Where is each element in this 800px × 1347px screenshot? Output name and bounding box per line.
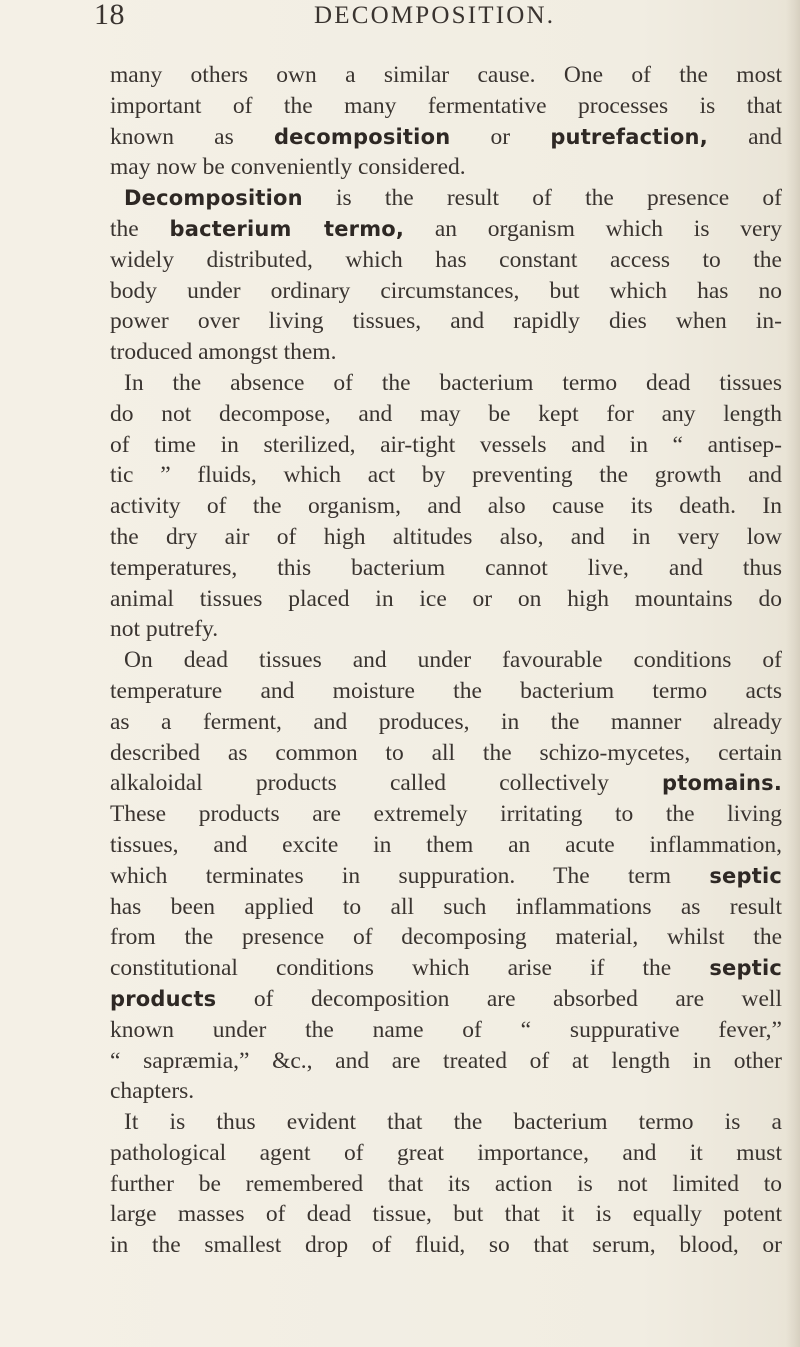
text-line <box>110 122 782 153</box>
bold-term: putrefaction, <box>550 124 708 149</box>
text-segment: important of the many fermentative processes is that <box>110 92 782 119</box>
text-line <box>110 491 782 522</box>
text-segment: many others own a similar cause. One of the most <box>110 62 782 88</box>
text-line <box>110 1076 782 1107</box>
text-line <box>110 922 782 953</box>
text-line <box>110 892 782 923</box>
text-segment: tic ” fluids, which act by preventing the growth and <box>110 462 782 489</box>
text-segment: temperatures, this bacterium cannot live, and thus <box>110 554 782 581</box>
text-line <box>110 799 782 830</box>
text-segment: an organism which is very <box>404 215 782 242</box>
text-line <box>110 152 782 183</box>
text-line <box>110 399 782 430</box>
text-line <box>110 553 782 584</box>
text-line <box>110 676 782 707</box>
text-line <box>110 183 782 214</box>
bold-term: Decomposition <box>124 186 303 211</box>
text-segment: power over living tissues, and rapidly dies when in- <box>110 308 782 335</box>
text-line <box>110 337 782 368</box>
text-segment: constitutional conditions which arise if the <box>110 955 710 982</box>
text-line <box>110 276 782 307</box>
text-line <box>110 1138 782 1169</box>
text-line <box>110 1230 782 1261</box>
text-segment: of time in sterilized, air-tight vessels and in “ antisep- <box>110 431 782 458</box>
text-segment: as a ferment, and produces, in the manner already <box>110 708 782 735</box>
text-segment: tissues, and excite in them an acute inflammation, <box>110 831 782 858</box>
text-segment: activity of the organism, and also cause its death. In <box>110 493 782 520</box>
bold-term: septic <box>709 956 782 981</box>
text-segment: the <box>110 215 170 242</box>
text-line <box>110 645 782 676</box>
text-line <box>110 830 782 861</box>
text-line <box>110 768 782 799</box>
text-segment: large masses of dead tissue, but that it is equally potent <box>110 1201 782 1228</box>
text-line <box>110 522 782 553</box>
text-line <box>110 306 782 337</box>
text-line <box>110 368 782 399</box>
text-line <box>110 430 782 461</box>
body-text <box>110 60 782 1261</box>
text-segment: in the smallest drop of fluid, so that serum, blood, or <box>110 1232 782 1259</box>
text-line <box>110 953 782 984</box>
bold-term: products <box>110 986 217 1011</box>
bold-term: bacterium termo, <box>169 216 405 241</box>
bold-term: decomposition <box>273 124 451 149</box>
text-line <box>110 1107 782 1138</box>
text-segment: not putrefy. <box>110 616 219 643</box>
text-segment: has been applied to all such inflammations as result <box>110 893 782 920</box>
text-line <box>110 738 782 769</box>
text-line <box>110 984 782 1015</box>
text-segment: which terminates in suppuration. The term <box>110 862 710 889</box>
text-line <box>110 245 782 276</box>
page-number: 18 <box>94 0 125 31</box>
text-segment: and <box>707 123 783 150</box>
text-line <box>110 60 782 91</box>
text-segment: further be remembered that its action is not limited to <box>110 1170 782 1197</box>
text-segment: or <box>450 123 551 150</box>
text-line <box>110 214 782 245</box>
text-segment: pathological agent of great importance, and it must <box>110 1139 782 1166</box>
text-line <box>110 861 782 892</box>
text-segment: temperature and moisture the bacterium termo acts <box>110 677 782 704</box>
text-line <box>110 1169 782 1200</box>
text-segment: known as <box>110 123 274 150</box>
text-segment: do not decompose, and may be kept for any length <box>110 400 782 427</box>
text-segment: chapters. <box>110 1078 195 1105</box>
text-segment: described as common to all the schizo-mycetes, certain <box>110 739 782 766</box>
text-line <box>110 1015 782 1046</box>
text-segment: It is thus evident that the bacterium termo is a <box>124 1109 782 1136</box>
bold-term: ptomains. <box>662 771 782 796</box>
text-segment: the dry air of high altitudes also, and in very low <box>110 523 782 550</box>
text-segment: may now be conveniently considered. <box>110 154 466 181</box>
text-segment: known under the name of “ suppurative fever,” <box>110 1016 782 1043</box>
text-segment: “ sapræmia,” &c., and are treated of at length in other <box>110 1047 782 1074</box>
page-header <box>94 0 714 36</box>
text-line <box>110 584 782 615</box>
text-line <box>110 614 782 645</box>
page-edge-shadow <box>786 0 800 1347</box>
text-line <box>110 1199 782 1230</box>
bold-term: septic <box>709 863 782 888</box>
text-segment: is the result of the presence of <box>302 185 782 212</box>
text-line <box>110 1046 782 1077</box>
text-segment: from the presence of decomposing material, whilst the <box>110 924 782 951</box>
text-segment: troduced amongst them. <box>110 339 337 366</box>
text-segment: widely distributed, which has constant access to the <box>110 246 782 273</box>
text-segment: of decomposition are absorbed are well <box>216 985 782 1012</box>
text-segment: On dead tissues and under favourable conditions of <box>124 647 782 674</box>
text-line <box>110 707 782 738</box>
running-head: DECOMPOSITION. <box>314 2 556 29</box>
text-segment: alkaloidal products called collectively <box>110 770 663 797</box>
text-segment: These products are extremely irritating to the living <box>110 801 782 828</box>
text-line <box>110 460 782 491</box>
text-segment: body under ordinary circumstances, but which has no <box>110 277 782 304</box>
text-segment: animal tissues placed in ice or on high mountains do <box>110 585 782 612</box>
text-segment: In the absence of the bacterium termo dead tissues <box>124 369 782 396</box>
text-line <box>110 91 782 122</box>
